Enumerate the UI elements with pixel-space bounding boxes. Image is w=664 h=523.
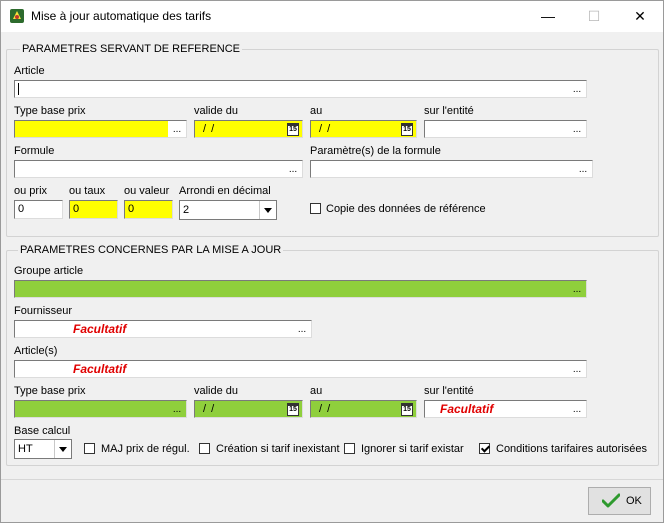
calendar-icon[interactable]: 15: [287, 403, 299, 416]
update-valide-du-label: valide du: [194, 385, 239, 397]
ou-taux-label: ou taux: [69, 185, 106, 197]
fournisseur-input[interactable]: [14, 320, 312, 338]
update-entite-browse-button[interactable]: ...: [568, 401, 586, 417]
update-valide-du-date[interactable]: [194, 400, 303, 418]
creation-checkbox[interactable]: [199, 443, 210, 454]
update-entite-input[interactable]: [424, 400, 587, 418]
ok-button[interactable]: [588, 487, 651, 515]
entite-browse-button[interactable]: ...: [568, 121, 586, 137]
update-type-base-label: Type base prix: [14, 385, 86, 397]
update-type-base-input[interactable]: [14, 400, 187, 418]
parametres-formule-input[interactable]: [310, 160, 593, 178]
fournisseur-browse-button[interactable]: ...: [293, 321, 311, 337]
type-base-prix-label: Type base prix: [14, 105, 86, 117]
conditions-checkbox[interactable]: [479, 443, 490, 454]
parametres-browse-button[interactable]: ...: [574, 161, 592, 177]
app-icon: [9, 8, 25, 24]
base-calcul-select[interactable]: [14, 439, 72, 459]
maximize-button: ☐: [587, 8, 601, 24]
base-calcul-value: HT: [18, 443, 33, 455]
ou-taux-input[interactable]: [69, 200, 118, 219]
formule-browse-button[interactable]: ...: [284, 161, 302, 177]
entite-input[interactable]: [424, 120, 587, 138]
text-cursor: [18, 83, 19, 95]
ou-prix-label: ou prix: [14, 185, 48, 197]
arrondi-value: 2: [183, 204, 190, 216]
maj-label: MAJ prix de régul.: [101, 443, 190, 455]
groupe-article-input[interactable]: [14, 280, 587, 298]
calendar-icon[interactable]: 15: [287, 123, 299, 136]
ignorer-checkbox[interactable]: [344, 443, 355, 454]
fournisseur-label: Fournisseur: [14, 305, 73, 317]
ou-prix-input[interactable]: [14, 200, 63, 219]
article-browse-button[interactable]: ...: [568, 81, 586, 97]
valide-du-label: valide du: [194, 105, 239, 117]
update-group-title: PARAMETRES CONCERNES PAR LA MISE A JOUR: [20, 244, 282, 256]
chevron-down-icon[interactable]: [54, 440, 71, 458]
articles-input[interactable]: [14, 360, 587, 378]
articles-hint: Facultatif: [73, 362, 127, 376]
article-input[interactable]: [14, 80, 587, 98]
formule-label: Formule: [14, 145, 55, 157]
au-date[interactable]: [310, 120, 417, 138]
reference-group-title: PARAMETRES SERVANT DE REFERENCE: [22, 43, 241, 55]
minimize-button[interactable]: —: [541, 8, 555, 24]
calendar-icon[interactable]: 15: [401, 123, 413, 136]
ou-valeur-input[interactable]: [124, 200, 173, 219]
update-au-date[interactable]: [310, 400, 417, 418]
title-bar: [1, 1, 663, 32]
conditions-label: Conditions tarifaires autorisées: [496, 443, 648, 455]
creation-label: Création si tarif inexistant: [216, 443, 340, 455]
update-entite-label: sur l'entité: [424, 385, 474, 397]
chevron-down-icon[interactable]: [259, 201, 276, 219]
copie-label: Copie des données de référence: [326, 203, 486, 215]
arrondi-select[interactable]: [179, 200, 277, 220]
close-button[interactable]: ✕: [634, 8, 646, 24]
formule-input[interactable]: [14, 160, 303, 178]
copie-checkbox[interactable]: [310, 203, 321, 214]
update-entite-hint: Facultatif: [440, 402, 494, 416]
article-label: Article: [14, 65, 45, 77]
base-calcul-label: Base calcul: [14, 425, 71, 437]
au-label: au: [310, 105, 323, 117]
parametres-formule-label: Paramètre(s) de la formule: [310, 145, 441, 157]
calendar-icon[interactable]: 15: [401, 403, 413, 416]
fournisseur-hint: Facultatif: [73, 322, 127, 336]
update-au-value: / /: [319, 403, 332, 415]
valide-du-date[interactable]: [194, 120, 303, 138]
ou-taux-value: 0: [73, 203, 80, 215]
au-value: / /: [319, 123, 332, 135]
update-au-label: au: [310, 385, 323, 397]
arrondi-label: Arrondi en décimal: [179, 185, 271, 197]
ok-label: OK: [626, 495, 642, 507]
window-title: Mise à jour automatique des tarifs: [31, 9, 212, 23]
groupe-article-label: Groupe article: [14, 265, 84, 277]
type-base-prix-browse-button[interactable]: ...: [168, 121, 186, 137]
update-type-base-browse-button[interactable]: ...: [168, 401, 186, 417]
entite-label: sur l'entité: [424, 105, 474, 117]
check-icon: [602, 493, 620, 509]
footer-divider: [1, 479, 663, 480]
articles-browse-button[interactable]: ...: [568, 361, 586, 377]
ignorer-label: Ignorer si tarif existar: [361, 443, 464, 455]
ou-valeur-label: ou valeur: [124, 185, 170, 197]
articles-label: Article(s): [14, 345, 58, 357]
type-base-prix-input[interactable]: [14, 120, 187, 138]
valide-du-value: / /: [203, 123, 216, 135]
update-valide-du-value: / /: [203, 403, 216, 415]
ou-valeur-value: 0: [128, 203, 135, 215]
groupe-article-browse-button[interactable]: ...: [568, 281, 586, 297]
ou-prix-value: 0: [18, 203, 25, 215]
maj-checkbox[interactable]: [84, 443, 95, 454]
